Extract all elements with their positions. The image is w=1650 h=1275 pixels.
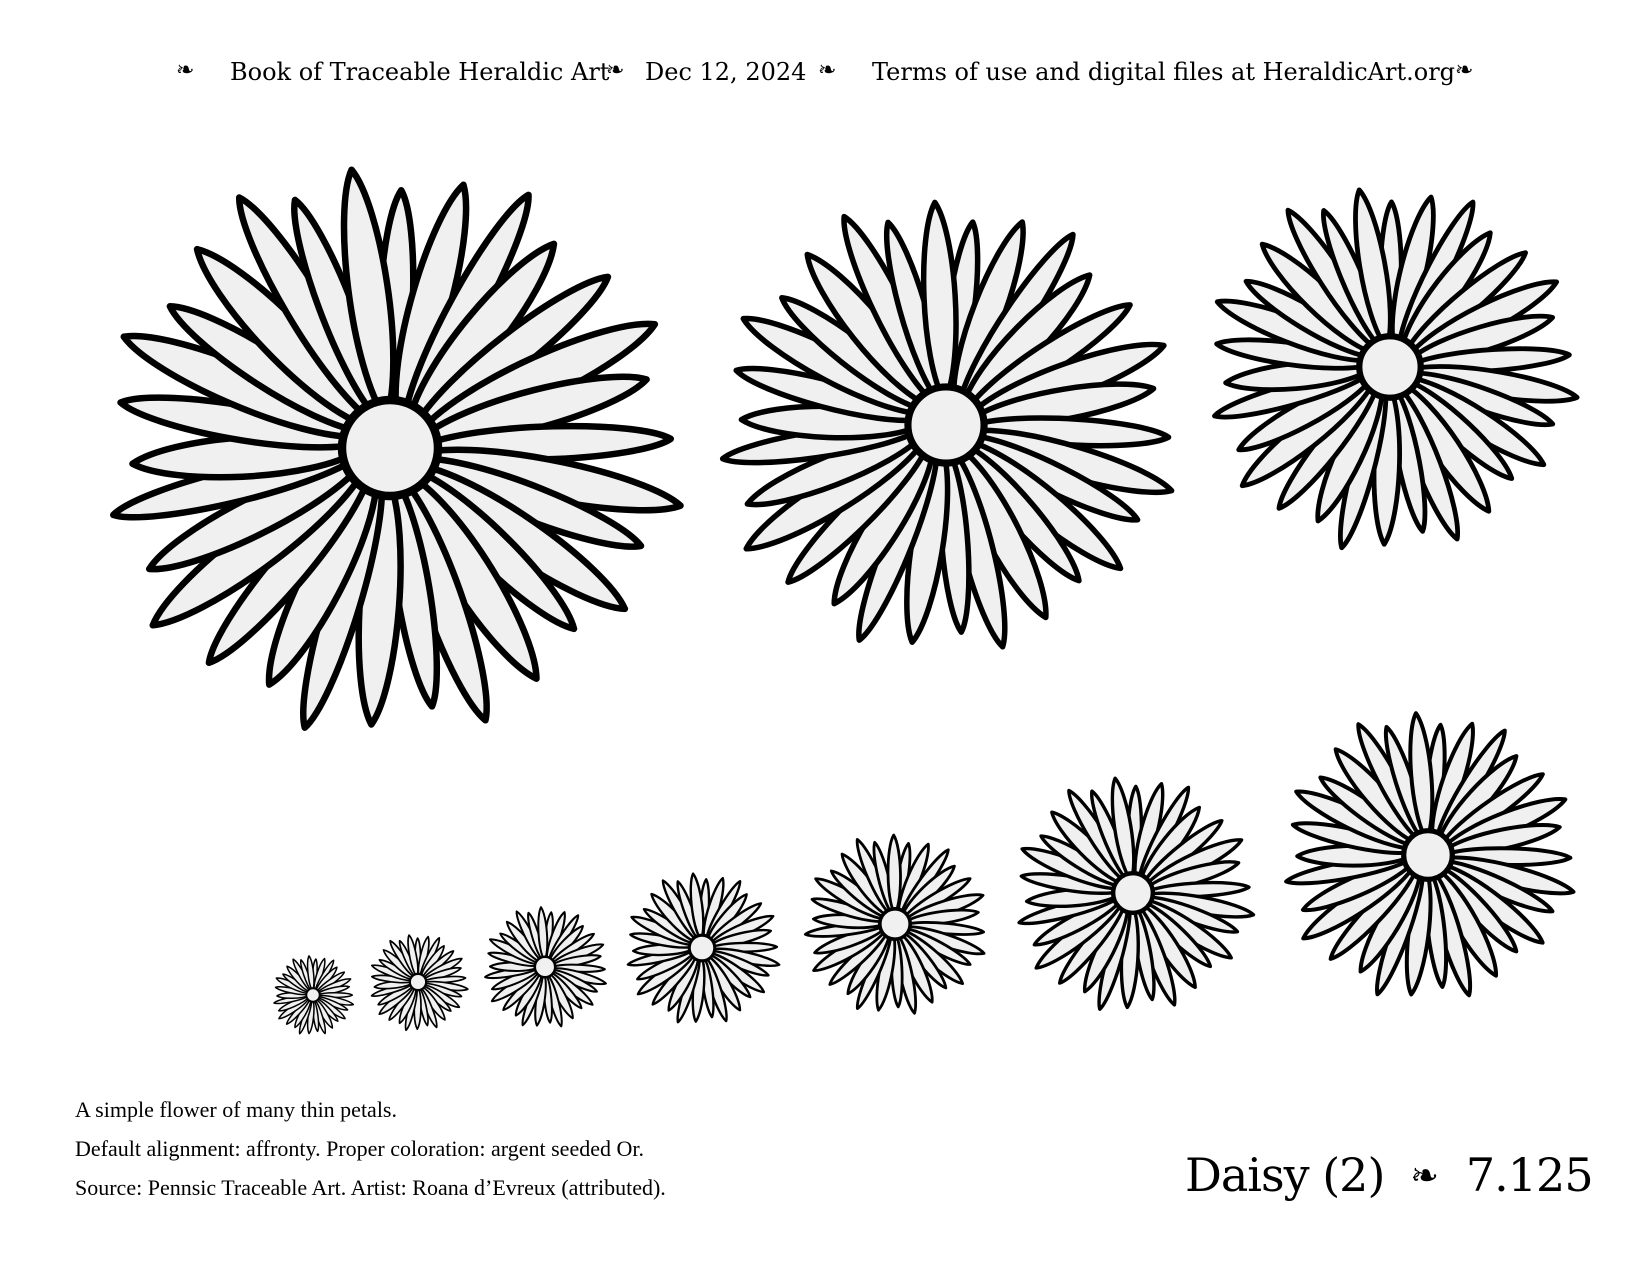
daisy-10 (273, 956, 354, 1035)
header-ornament-icon: ❧ (176, 58, 195, 83)
flower-center (1404, 831, 1453, 880)
plate-number: 7.125 (1465, 1148, 1593, 1202)
daisy-6 (805, 835, 986, 1015)
flower-center (410, 974, 426, 990)
description-line-2: Default alignment: affronty. Proper coloration: argent seeded Or. (75, 1136, 644, 1161)
header-book-title: Book of Traceable Heraldic Art (230, 58, 610, 86)
flower-center (1113, 873, 1153, 913)
plate-title (1185, 1148, 1593, 1202)
description-line-3: Source: Pennsic Traceable Art. Artist: Roana d’Evreux (attributed). (75, 1175, 666, 1200)
daisy-3 (1212, 188, 1579, 551)
daisy-1 (109, 167, 684, 733)
flower-center (1359, 336, 1420, 397)
daisy-7 (627, 873, 780, 1024)
header-terms: Terms of use and digital files at HeraldicArt.org (872, 58, 1456, 86)
plate-name: Daisy (2) (1185, 1148, 1385, 1202)
header-date: Dec 12, 2024 (645, 58, 807, 86)
flower-center (880, 909, 910, 939)
title-ornament-icon: ❧ (1410, 1156, 1438, 1196)
header-ornament-icon: ❧ (818, 58, 837, 83)
daisy-5 (1017, 777, 1255, 1011)
daisy-8 (485, 907, 608, 1028)
description-line-1: A simple flower of many thin petals. (75, 1097, 397, 1122)
header-ornament-icon: ❧ (1455, 58, 1474, 83)
daisy-2 (721, 202, 1176, 651)
flower-center (689, 935, 715, 961)
flower-center (535, 957, 555, 977)
flower-center (908, 387, 984, 463)
daisy-4 (1285, 712, 1576, 998)
flower-center (342, 400, 438, 496)
daisy-9 (371, 934, 469, 1030)
petal (887, 835, 901, 915)
flower-center (306, 988, 319, 1001)
header-ornament-icon: ❧ (606, 58, 625, 83)
